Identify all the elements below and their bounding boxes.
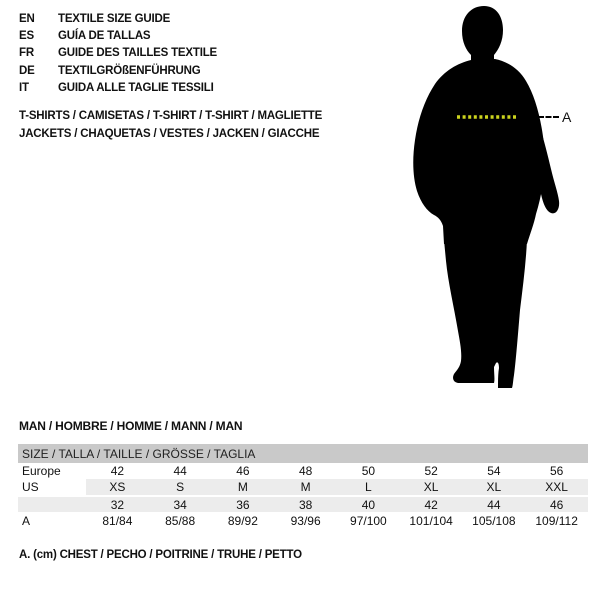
size-cell: 54: [487, 464, 501, 478]
measure-connector-dashes: [538, 116, 559, 118]
man-torso: [413, 59, 544, 244]
language-code: DE: [19, 64, 35, 77]
size-cell: 97/100: [350, 514, 387, 528]
language-label: TEXTILGRÖßENFÜHRUNG: [58, 64, 201, 77]
measure-label-a: A: [562, 109, 572, 125]
size-cell: 46: [236, 464, 250, 478]
man-head: [462, 6, 503, 62]
size-cell: 44: [173, 464, 187, 478]
language-code: IT: [19, 81, 29, 94]
size-table-header-row: [18, 444, 588, 463]
language-row-de: [19, 65, 217, 82]
size-cell: 36: [212, 496, 275, 512]
language-code: ES: [19, 30, 34, 43]
size-cell: 109/112: [535, 514, 578, 528]
size-cell: M: [212, 479, 275, 496]
language-row-en: [19, 13, 217, 30]
table-row-chest-measure: [18, 512, 588, 530]
size-cell: 93/96: [290, 514, 321, 528]
size-table-header: SIZE / TALLA / TAILLE / GRÖSSE / TAGLIA: [18, 444, 588, 463]
language-code: EN: [19, 13, 35, 25]
language-row-fr: [19, 47, 217, 64]
measure-footnote: A. (cm) CHEST / PECHO / POITRINE / TRUHE / PETTO: [19, 549, 302, 561]
size-cell: 52: [424, 464, 438, 478]
size-cell: 42: [110, 464, 125, 478]
size-cell: 101/104: [409, 514, 453, 528]
row-label: A: [22, 514, 31, 528]
language-row-it: [19, 82, 217, 99]
size-cell: 42: [400, 496, 463, 512]
size-cell: 44: [463, 496, 526, 512]
size-cell: 38: [274, 496, 337, 512]
row-label: [18, 496, 86, 512]
language-label: GUIDE DES TAILLES TEXTILE: [58, 47, 217, 60]
language-list: [19, 13, 217, 99]
garment-categories: [19, 108, 322, 143]
size-cell: 50: [361, 464, 376, 478]
language-label: TEXTILE SIZE GUIDE: [58, 13, 171, 25]
category-line-tshirts: T-SHIRTS / CAMISETAS / T-SHIRT / T-SHIRT / MAGLIETTE: [19, 110, 323, 122]
size-cell: 34: [149, 496, 212, 512]
size-cell: 89/92: [227, 514, 258, 528]
size-cell: 105/108: [472, 514, 516, 528]
table-row-us-letters: [18, 479, 588, 496]
size-cell: XL: [400, 479, 463, 496]
language-label: GUÍA DE TALLAS: [58, 30, 151, 43]
section-title-man: MAN / HOMBRE / HOMME / MANN / MAN: [19, 419, 243, 433]
size-cell: 56: [549, 464, 564, 478]
row-label: US: [18, 479, 86, 496]
man-legs: [444, 240, 527, 388]
size-cell: M: [274, 479, 337, 496]
man-silhouette-figure: [408, 4, 573, 389]
table-row-us-numbers: [18, 496, 588, 512]
size-cell: XS: [86, 479, 149, 496]
category-line-jackets: JACKETS / CHAQUETAS / VESTES / JACKEN / GIACCHE: [19, 127, 320, 140]
size-cell: XL: [463, 479, 526, 496]
size-cell: 48: [298, 464, 313, 478]
size-cell: 85/88: [165, 514, 196, 528]
size-cell: L: [337, 479, 400, 496]
size-cell: S: [149, 479, 212, 496]
row-label: Europe: [22, 464, 61, 478]
size-cell: 32: [86, 496, 149, 512]
language-code: FR: [19, 47, 34, 60]
size-table: [18, 444, 588, 530]
size-cell: 40: [337, 496, 400, 512]
table-row-europe: [18, 463, 588, 479]
size-cell: XXL: [525, 479, 588, 496]
size-cell: 46: [525, 496, 588, 512]
size-cell: 81/84: [102, 514, 133, 528]
language-label: GUIDA ALLE TAGLIE TESSILI: [58, 81, 214, 94]
language-row-es: [19, 30, 217, 47]
